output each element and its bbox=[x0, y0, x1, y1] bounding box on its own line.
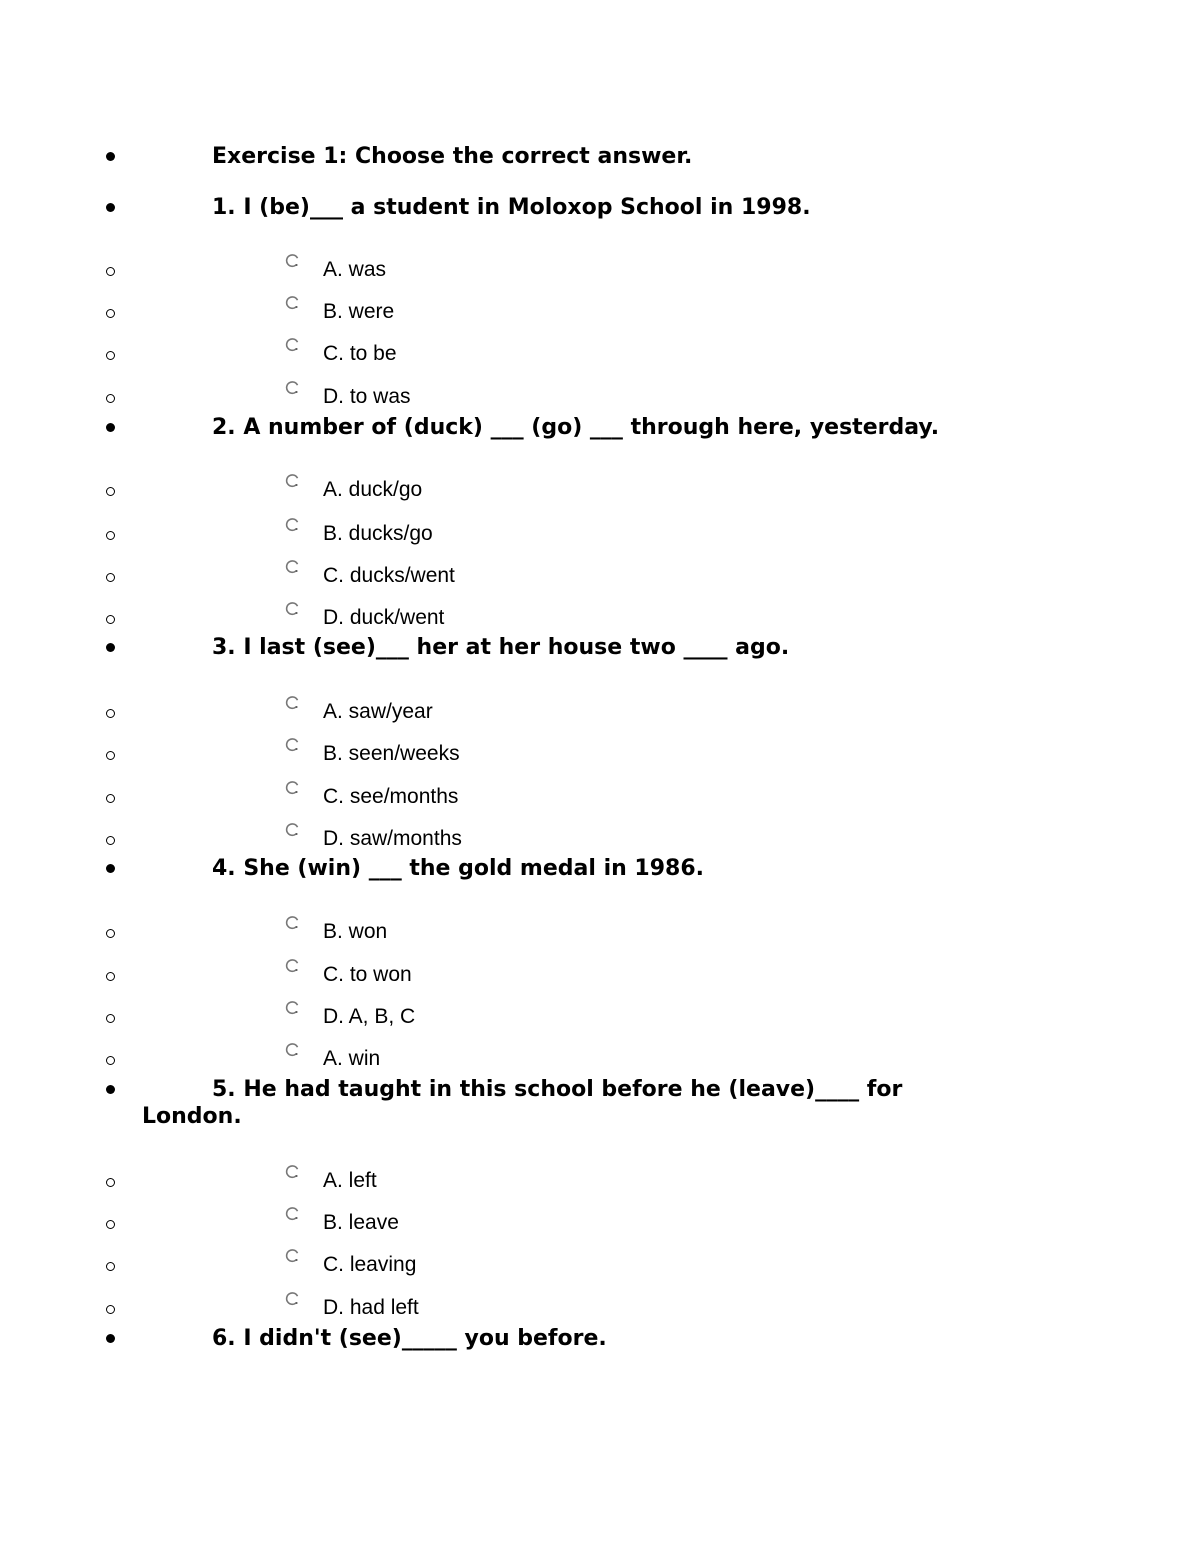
sub-bullet-icon bbox=[106, 1014, 115, 1023]
radio-button-icon[interactable] bbox=[285, 1042, 300, 1057]
sub-bullet-icon bbox=[106, 1220, 115, 1229]
sub-bullet-icon bbox=[106, 487, 115, 496]
sub-bullet-icon bbox=[106, 394, 115, 403]
option-label: D. saw/months bbox=[323, 827, 462, 850]
option-label: A. win bbox=[323, 1047, 381, 1070]
option-label: C. see/months bbox=[323, 785, 459, 808]
option-label: D. A, B, C bbox=[323, 1005, 416, 1028]
sub-bullet-icon bbox=[106, 836, 115, 845]
bullet-icon bbox=[106, 1085, 115, 1094]
radio-button-icon[interactable] bbox=[285, 958, 300, 973]
bullet-icon bbox=[106, 643, 115, 652]
option-label: A. duck/go bbox=[323, 478, 423, 501]
sub-bullet-icon bbox=[106, 531, 115, 540]
radio-button-icon[interactable] bbox=[285, 601, 300, 616]
bullet-icon bbox=[106, 152, 115, 161]
option-label: C. ducks/went bbox=[323, 564, 455, 587]
sub-bullet-icon bbox=[106, 1262, 115, 1271]
question-text-line-1: 5. He had taught in this school before he (leave)____ for bbox=[212, 1077, 903, 1102]
sub-bullet-icon bbox=[106, 709, 115, 718]
radio-button-icon[interactable] bbox=[285, 517, 300, 532]
sub-bullet-icon bbox=[106, 573, 115, 582]
sub-bullet-icon bbox=[106, 1178, 115, 1187]
bullet-icon bbox=[106, 864, 115, 873]
option-label: A. left bbox=[323, 1169, 377, 1192]
radio-button-icon[interactable] bbox=[285, 1291, 300, 1306]
sub-bullet-icon bbox=[106, 615, 115, 624]
question-text: 2. A number of (duck) ___ (go) ___ through here, yesterday. bbox=[212, 415, 940, 440]
radio-button-icon[interactable] bbox=[285, 822, 300, 837]
question-text: 3. I last (see)___ her at her house two ____ ago. bbox=[212, 635, 790, 660]
question-text: 6. I didn't (see)_____ you before. bbox=[212, 1326, 607, 1351]
radio-button-icon[interactable] bbox=[285, 295, 300, 310]
question-text: 4. She (win) ___ the gold medal in 1986. bbox=[212, 856, 705, 881]
radio-button-icon[interactable] bbox=[285, 695, 300, 710]
radio-button-icon[interactable] bbox=[285, 380, 300, 395]
option-label: D. had left bbox=[323, 1296, 419, 1319]
option-label: B. leave bbox=[323, 1211, 399, 1234]
question-text bbox=[142, 1076, 903, 1130]
sub-bullet-icon bbox=[106, 751, 115, 760]
question-text: 1. I (be)___ a student in Moloxop School in 1998. bbox=[212, 195, 811, 220]
question-text-line-2: London. bbox=[142, 1104, 242, 1129]
sub-bullet-icon bbox=[106, 309, 115, 318]
option-label: B. were bbox=[323, 300, 395, 323]
sub-bullet-icon bbox=[106, 929, 115, 938]
radio-button-icon[interactable] bbox=[285, 473, 300, 488]
radio-button-icon[interactable] bbox=[285, 1000, 300, 1015]
option-label: A. saw/year bbox=[323, 700, 433, 723]
option-label: B. ducks/go bbox=[323, 522, 433, 545]
radio-button-icon[interactable] bbox=[285, 337, 300, 352]
option-label: A. was bbox=[323, 258, 387, 281]
option-label: D. to was bbox=[323, 385, 411, 408]
bullet-icon bbox=[106, 423, 115, 432]
exercise-title: Exercise 1: Choose the correct answer. bbox=[212, 144, 693, 169]
radio-button-icon[interactable] bbox=[285, 1248, 300, 1263]
bullet-icon bbox=[106, 203, 115, 212]
sub-bullet-icon bbox=[106, 351, 115, 360]
option-label: B. seen/weeks bbox=[323, 742, 460, 765]
option-label: C. to won bbox=[323, 963, 412, 986]
sub-bullet-icon bbox=[106, 1305, 115, 1314]
radio-button-icon[interactable] bbox=[285, 253, 300, 268]
option-label: B. won bbox=[323, 920, 388, 943]
radio-button-icon[interactable] bbox=[285, 1164, 300, 1179]
radio-button-icon[interactable] bbox=[285, 559, 300, 574]
option-label: C. to be bbox=[323, 342, 397, 365]
bullet-icon bbox=[106, 1334, 115, 1343]
radio-button-icon[interactable] bbox=[285, 1206, 300, 1221]
radio-button-icon[interactable] bbox=[285, 737, 300, 752]
sub-bullet-icon bbox=[106, 1056, 115, 1065]
radio-button-icon[interactable] bbox=[285, 915, 300, 930]
radio-button-icon[interactable] bbox=[285, 780, 300, 795]
option-label: D. duck/went bbox=[323, 606, 445, 629]
sub-bullet-icon bbox=[106, 794, 115, 803]
option-label: C. leaving bbox=[323, 1253, 417, 1276]
sub-bullet-icon bbox=[106, 267, 115, 276]
sub-bullet-icon bbox=[106, 972, 115, 981]
